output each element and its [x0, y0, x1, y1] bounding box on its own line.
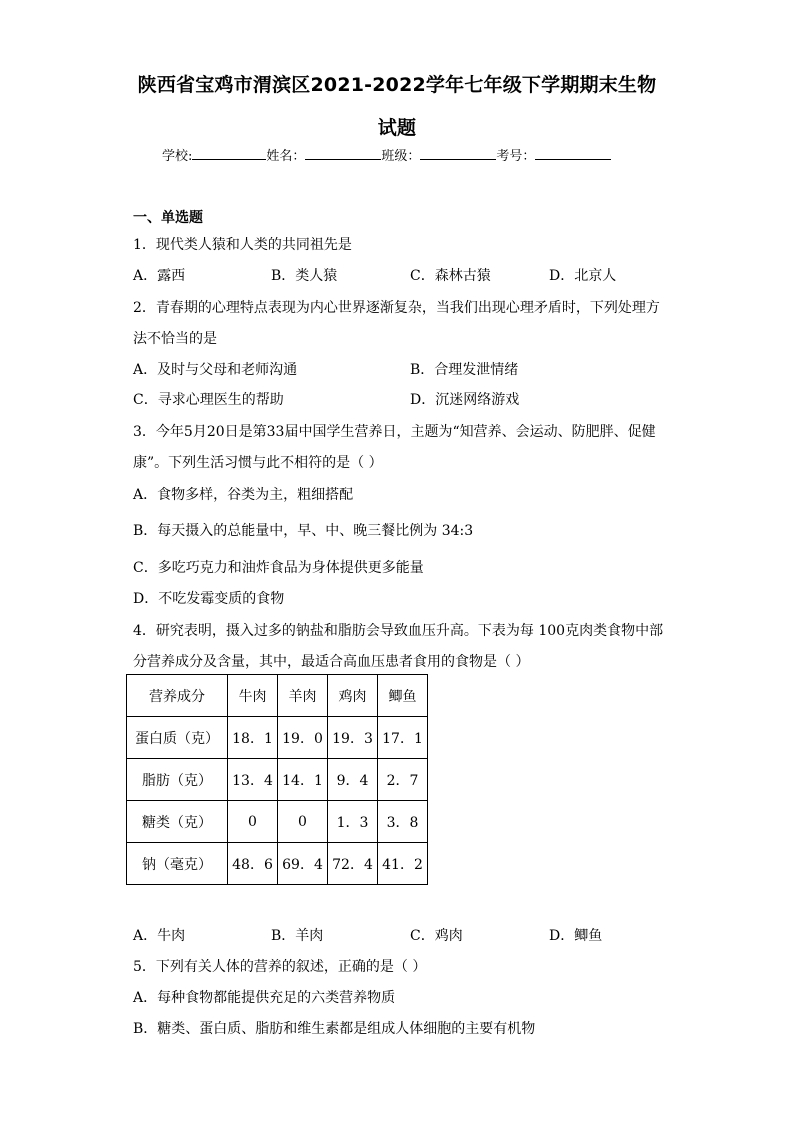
table-header-cell: 羊肉 — [278, 675, 328, 717]
question-1-option-b: B．类人猿 — [271, 268, 338, 284]
school-label: 学校: — [162, 149, 193, 164]
table-cell: 14．1 — [278, 759, 328, 801]
table-cell: 17．1 — [378, 717, 428, 759]
table-cell: 0 — [228, 801, 278, 843]
exam-title-line2: 试题 — [377, 117, 417, 139]
question-5-option-b: B．糖类、蛋白质、脂肪和维生素都是组成人体细胞的主要有机物 — [133, 1021, 536, 1037]
student-info-line — [162, 145, 611, 164]
question-2-option-b: B．合理发泄情绪 — [410, 362, 519, 378]
nutrition-table — [126, 674, 428, 885]
table-cell: 脂肪（克） — [127, 759, 228, 801]
table-row — [127, 759, 428, 801]
table-header-cell: 鲫鱼 — [378, 675, 428, 717]
table-header-cell: 营养成分 — [127, 675, 228, 717]
question-3-option-a: A．食物多样，谷类为主，粗细搭配 — [133, 487, 354, 503]
question-4-stem-line2: 分营养成分及含量，其中，最适合高血压患者食用的食物是（ ） — [133, 654, 530, 670]
question-4-option-b: B．羊肉 — [271, 928, 324, 944]
table-cell: 蛋白质（克） — [127, 717, 228, 759]
table-cell: 13．4 — [228, 759, 278, 801]
class-label: 班级： — [381, 149, 421, 164]
question-5-stem: 5．下列有关人体的营养的叙述，正确的是（ ） — [133, 959, 427, 975]
question-3-option-d: D．不吃发霉变质的食物 — [133, 591, 285, 607]
table-cell: 69．4 — [278, 843, 328, 885]
question-3-stem-line2: 康”。下列生活习惯与此不相符的是（ ） — [133, 455, 383, 471]
question-3-option-c: C．多吃巧克力和油炸食品为身体提供更多能量 — [133, 560, 424, 576]
table-cell: 18．1 — [228, 717, 278, 759]
question-2-option-a: A．及时与父母和老师沟通 — [133, 362, 298, 378]
question-1-stem: 1．现代类人猿和人类的共同祖先是 — [133, 237, 352, 253]
exam-title-line1: 陕西省宝鸡市渭滨区2021-2022学年七年级下学期期末生物 — [137, 74, 657, 96]
section-heading: 一、单选题 — [133, 210, 203, 226]
question-1-option-c: C．森林古猿 — [410, 268, 491, 284]
question-1-option-d: D．北京人 — [549, 268, 617, 284]
question-1-option-a: A．露西 — [133, 268, 186, 284]
table-cell: 3．8 — [378, 801, 428, 843]
table-cell: 0 — [278, 801, 328, 843]
school-blank[interactable] — [192, 146, 266, 160]
question-4-option-c: C．鸡肉 — [410, 928, 463, 944]
question-4-stem-line1: 4．研究表明，摄入过多的钠盐和脂肪会导致血压升高。下表为每 100克肉类食物中部 — [133, 623, 664, 639]
exam-no-label: 考号： — [496, 149, 536, 164]
question-4-option-a: A．牛肉 — [133, 928, 186, 944]
table-row — [127, 717, 428, 759]
table-header-cell: 牛肉 — [228, 675, 278, 717]
question-2-stem-line1: 2．青春期的心理特点表现为内心世界逐渐复杂，当我们出现心理矛盾时，下列处理方 — [133, 300, 660, 316]
table-cell: 糖类（克） — [127, 801, 228, 843]
table-cell: 1．3 — [328, 801, 378, 843]
question-2-option-c: C．寻求心理医生的帮助 — [133, 392, 284, 408]
question-3-stem-line1: 3．今年5月20日是第33届中国学生营养日，主题为“知营养、会运动、防肥胖、促健 — [133, 424, 656, 440]
question-2-stem-line2: 法不恰当的是 — [133, 331, 217, 347]
exam-no-blank[interactable] — [535, 146, 611, 160]
table-cell: 2．7 — [378, 759, 428, 801]
table-cell: 9．4 — [328, 759, 378, 801]
table-cell: 48．6 — [228, 843, 278, 885]
table-cell: 19．3 — [328, 717, 378, 759]
table-row — [127, 843, 428, 885]
table-cell: 72．4 — [328, 843, 378, 885]
table-cell: 41．2 — [378, 843, 428, 885]
name-label: 姓名： — [266, 149, 306, 164]
table-header-row — [127, 675, 428, 717]
question-3-option-b: B．每天摄入的总能量中，早、中、晚三餐比例为 34:3 — [133, 523, 474, 539]
table-row — [127, 801, 428, 843]
question-2-option-d: D．沉迷网络游戏 — [410, 392, 520, 408]
question-4-option-d: D．鲫鱼 — [549, 928, 603, 944]
name-blank[interactable] — [305, 146, 381, 160]
table-cell: 19．0 — [278, 717, 328, 759]
question-5-option-a: A．每种食物都能提供充足的六类营养物质 — [133, 990, 396, 1006]
table-header-cell: 鸡肉 — [328, 675, 378, 717]
class-blank[interactable] — [420, 146, 496, 160]
table-cell: 钠（毫克） — [127, 843, 228, 885]
